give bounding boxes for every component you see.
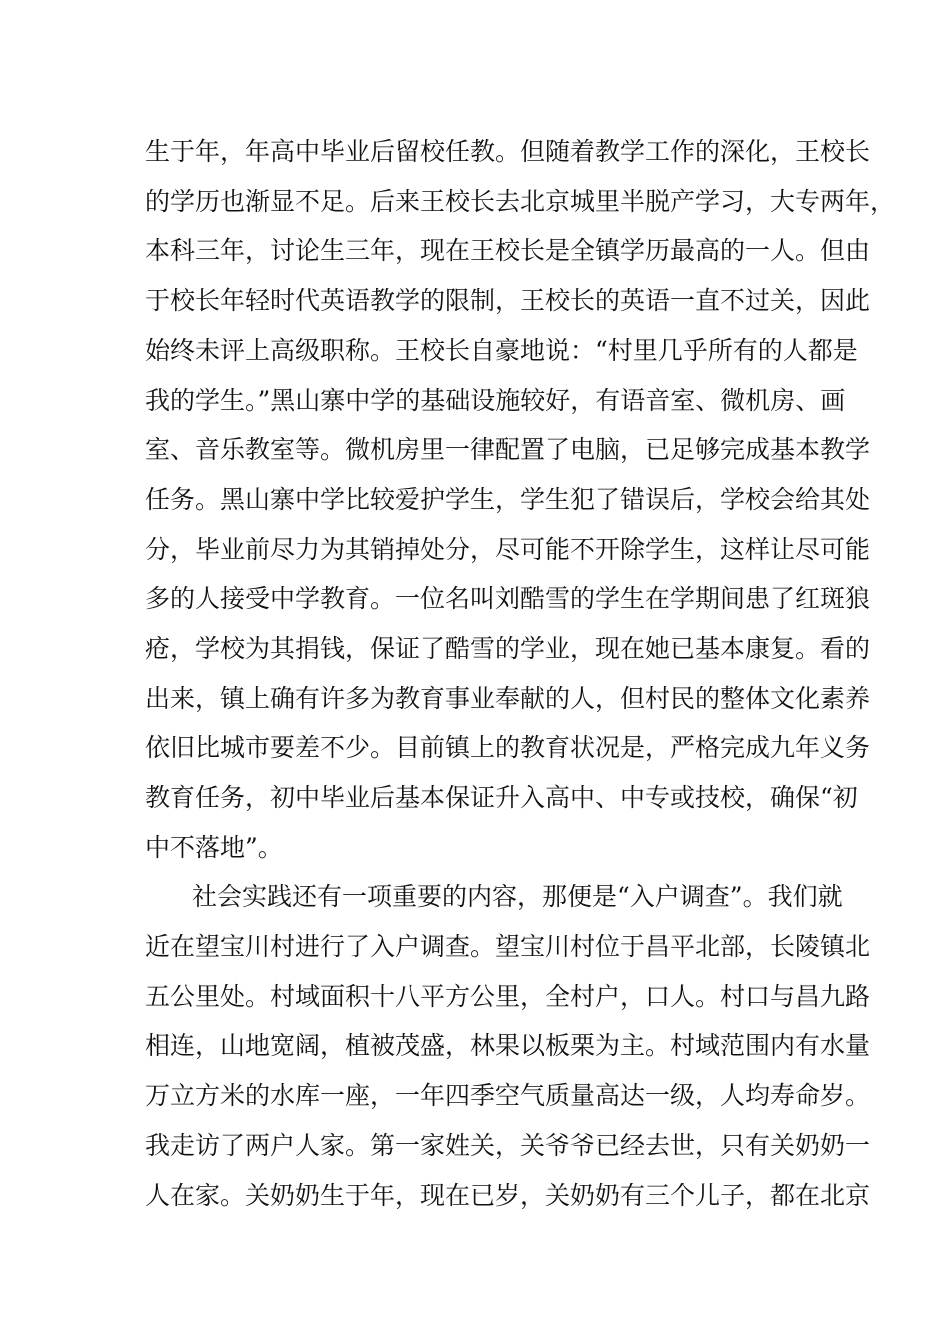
text-line: 的学历也渐显不足。后来王校长去北京城里半脱产学习，大专两年， [145,187,896,216]
text-line: 五公里处。村域面积十八平方公里，全村户，口人。村口与昌九路 [145,982,871,1011]
text-line: 近在望宝川村进行了入户调查。望宝川村位于昌平北部，长陵镇北 [145,932,871,961]
text-line: 万立方米的水库一座，一年四季空气质量高达一级，人均寿命岁。 [145,1081,871,1110]
text-line: 室、音乐教室等。微机房里一律配置了电脑，已足够完成基本教学 [145,435,871,464]
text-line: 生于年，年高中毕业后留校任教。但随着教学工作的深化，王校长 [145,137,871,166]
text-line: 于校长年轻时代英语教学的限制，王校长的英语一直不过关，因此 [145,286,871,315]
text-line: 我走访了两户人家。第一家姓关，关爷爷已经去世，只有关奶奶一 [145,1131,871,1160]
text-line: 本科三年，讨论生三年，现在王校长是全镇学历最高的一人。但由 [145,236,871,265]
text-line: 相连，山地宽阔，植被茂盛，林果以板栗为主。村域范围内有水量 [145,1031,871,1060]
text-line: 多的人接受中学教育。一位名叫刘酷雪的学生在学期间患了红斑狼 [145,584,871,613]
text-line: 我的学生。”黑山寨中学的基础设施较好，有语音室、微机房、画 [145,386,846,415]
paragraph-start-line: 社会实践还有一项重要的内容，那便是“入户调查”。我们就 [192,882,843,911]
text-line: 中不落地”。 [145,833,283,862]
text-line: 出来，镇上确有许多为教育事业奉献的人，但村民的整体文化素养 [145,684,871,713]
text-line: 教育任务，初中毕业后基本保证升入高中、中专或技校，确保“初 [145,783,858,812]
text-line: 任务。黑山寨中学比较爱护学生，学生犯了错误后，学校会给其处 [145,485,871,514]
text-line: 分，毕业前尽力为其销掉处分，尽可能不开除学生，这样让尽可能 [145,535,871,564]
text-line: 疮，学校为其捐钱，保证了酷雪的学业，现在她已基本康复。看的 [145,634,871,663]
text-line: 始终未评上高级职称。王校长自豪地说：“村里几乎所有的人都是 [145,336,858,365]
text-line: 依旧比城市要差不少。目前镇上的教育状况是，严格完成九年义务 [145,733,871,762]
text-line: 人在家。关奶奶生于年，现在已岁，关奶奶有三个儿子，都在北京 [145,1181,871,1210]
